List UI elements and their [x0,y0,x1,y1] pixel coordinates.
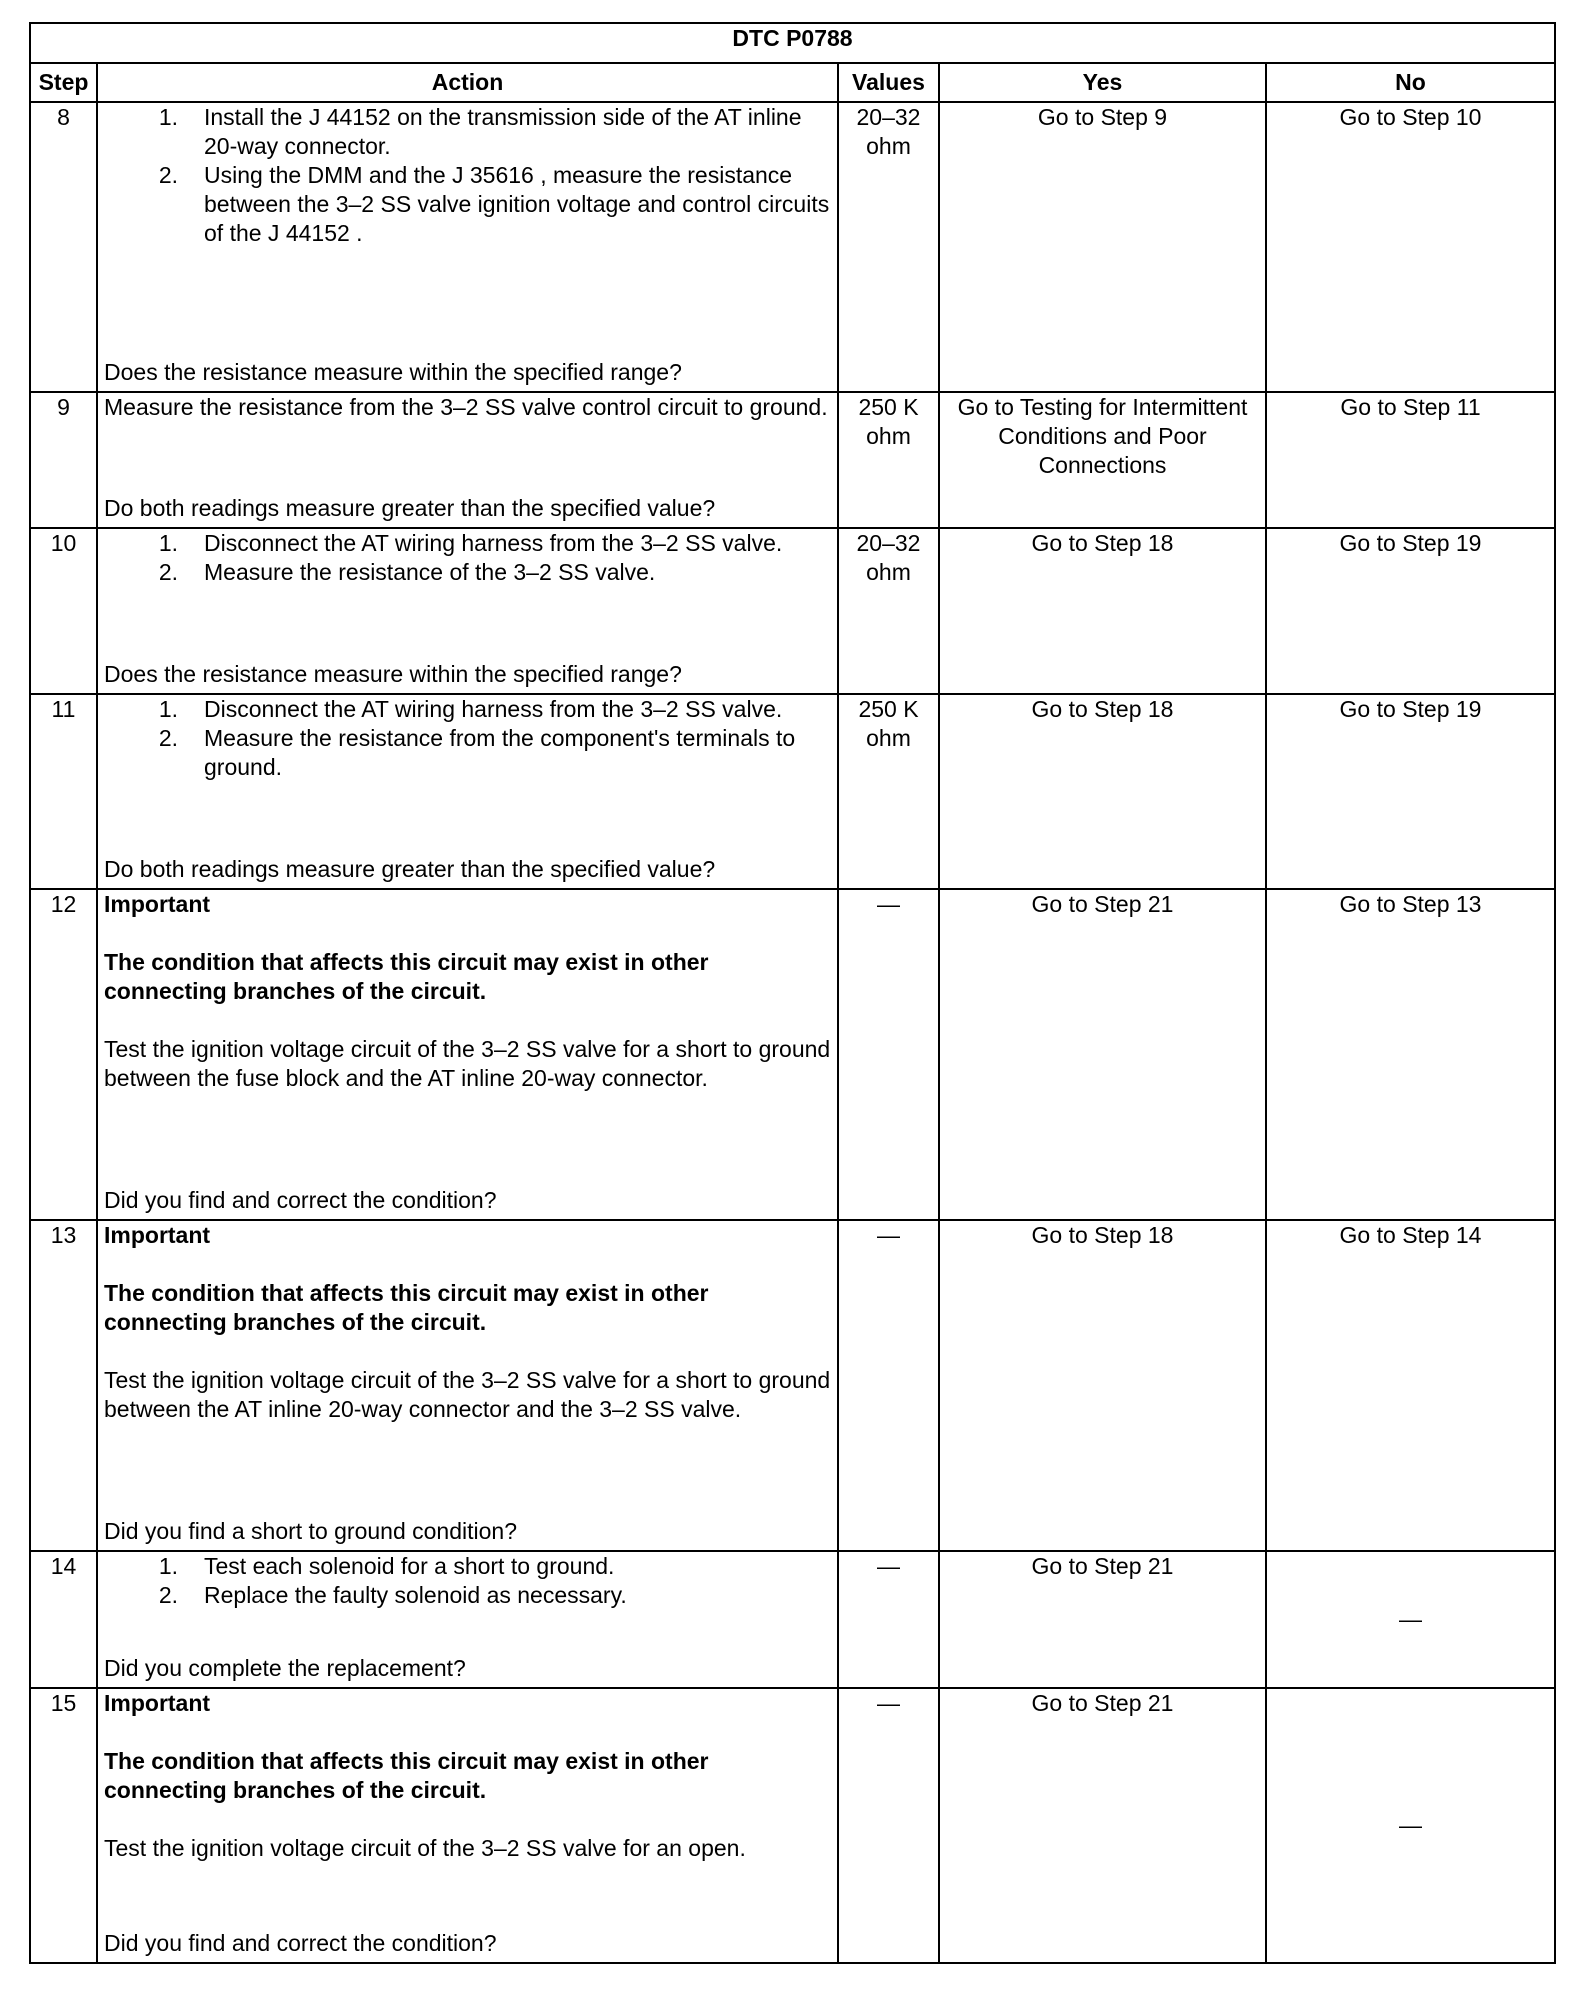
step-number: 9 [30,392,97,528]
header-action: Action [97,63,838,102]
header-no: No [1266,63,1555,102]
value-cell: 250 K ohm [838,694,939,889]
no-cell: Go to Step 14 [1266,1220,1555,1551]
value-cell: 20–32 ohm [838,102,939,392]
yes-cell: Go to Testing for Intermittent Conditions and Poor Connections [939,392,1266,528]
action-cell [97,102,838,392]
step-number: 8 [30,102,97,392]
no-cell: Go to Step 13 [1266,889,1555,1220]
value-cell: 250 K ohm [838,392,939,528]
action-question: Did you find and correct the condition? [104,1187,497,1213]
important-label: Important [104,1690,211,1716]
action-cell [97,1551,838,1688]
no-cell: Go to Step 19 [1266,528,1555,694]
action-cell [97,889,838,1220]
action-cell [97,1220,838,1551]
value-cell: — [838,1551,939,1688]
yes-cell: Go to Step 18 [939,1220,1266,1551]
table-row [30,694,1555,889]
no-cell: Go to Step 10 [1266,102,1555,392]
list-item: 1. Disconnect the AT wiring harness from the 3–2 SS valve. [158,696,783,722]
table-row [30,528,1555,694]
header-yes: Yes [939,63,1266,102]
action-question: Do both readings measure greater than the specified value? [104,856,716,882]
yes-cell: Go to Step 9 [939,102,1266,392]
yes-cell: Go to Step 21 [939,1688,1266,1963]
yes-cell: Go to Step 18 [939,528,1266,694]
header-values: Values [838,63,939,102]
table-title: DTC P0788 [30,23,1555,63]
action-list [104,1552,831,1610]
important-text: The condition that affects this circuit may exist in other connecting branches of the circuit. [104,1748,709,1803]
no-cell: — [1266,1688,1555,1963]
step-number: 15 [30,1688,97,1963]
table-row [30,102,1555,392]
action-text: Test the ignition voltage circuit of the 3–2 SS valve for an open. [104,1835,746,1861]
yes-cell: Go to Step 18 [939,694,1266,889]
action-text: Measure the resistance from the 3–2 SS valve control circuit to ground. [104,394,828,420]
action-text: Test the ignition voltage circuit of the 3–2 SS valve for a short to ground between the fuse block and the AT inline 20-way connector. [104,1036,831,1091]
step-number: 10 [30,528,97,694]
list-item: 2. Using the DMM and the J 35616 , measure the resistance between the 3–2 SS valve ignition voltage and control circuits of the J 44152 . [158,162,830,246]
table-row [30,889,1555,1220]
action-text: Test the ignition voltage circuit of the 3–2 SS valve for a short to ground between the AT inline 20-way connector and the 3–2 SS valve. [104,1367,831,1422]
step-number: 13 [30,1220,97,1551]
step-number: 11 [30,694,97,889]
no-cell: — [1266,1551,1555,1688]
important-text: The condition that affects this circuit may exist in other connecting branches of the circuit. [104,949,709,1004]
no-cell: Go to Step 11 [1266,392,1555,528]
step-number: 12 [30,889,97,1220]
action-question: Did you complete the replacement? [104,1655,466,1681]
table-row [30,1220,1555,1551]
yes-cell: Go to Step 21 [939,889,1266,1220]
action-question: Does the resistance measure within the specified range? [104,359,682,385]
action-list [104,103,831,248]
action-list [104,695,831,782]
action-question: Did you find a short to ground condition? [104,1518,517,1544]
action-question: Did you find and correct the condition? [104,1930,497,1956]
value-cell: — [838,889,939,1220]
action-cell [97,392,838,528]
list-item: 2. Replace the faulty solenoid as necessary. [158,1582,627,1608]
no-cell: Go to Step 19 [1266,694,1555,889]
list-item: 2. Measure the resistance from the component's terminals to ground. [158,725,796,780]
important-label: Important [104,891,211,917]
value-cell: — [838,1688,939,1963]
step-number: 14 [30,1551,97,1688]
list-item: 1. Install the J 44152 on the transmission side of the AT inline 20-way connector. [158,104,802,159]
table-row [30,1551,1555,1688]
action-cell [97,694,838,889]
header-step: Step [30,63,97,102]
table-row [30,392,1555,528]
action-question: Do both readings measure greater than the specified value? [104,495,716,521]
value-cell: — [838,1220,939,1551]
important-label: Important [104,1222,211,1248]
yes-cell: Go to Step 21 [939,1551,1266,1688]
value-cell: 20–32 ohm [838,528,939,694]
action-list [104,529,831,587]
list-item: 1. Test each solenoid for a short to ground. [158,1553,615,1579]
action-cell [97,528,838,694]
table-row [30,1688,1555,1963]
list-item: 2. Measure the resistance of the 3–2 SS valve. [158,559,656,585]
important-text: The condition that affects this circuit may exist in other connecting branches of the circuit. [104,1280,709,1335]
action-cell [97,1688,838,1963]
list-item: 1. Disconnect the AT wiring harness from the 3–2 SS valve. [158,530,783,556]
action-question: Does the resistance measure within the specified range? [104,661,682,687]
dtc-table [29,22,1556,1964]
